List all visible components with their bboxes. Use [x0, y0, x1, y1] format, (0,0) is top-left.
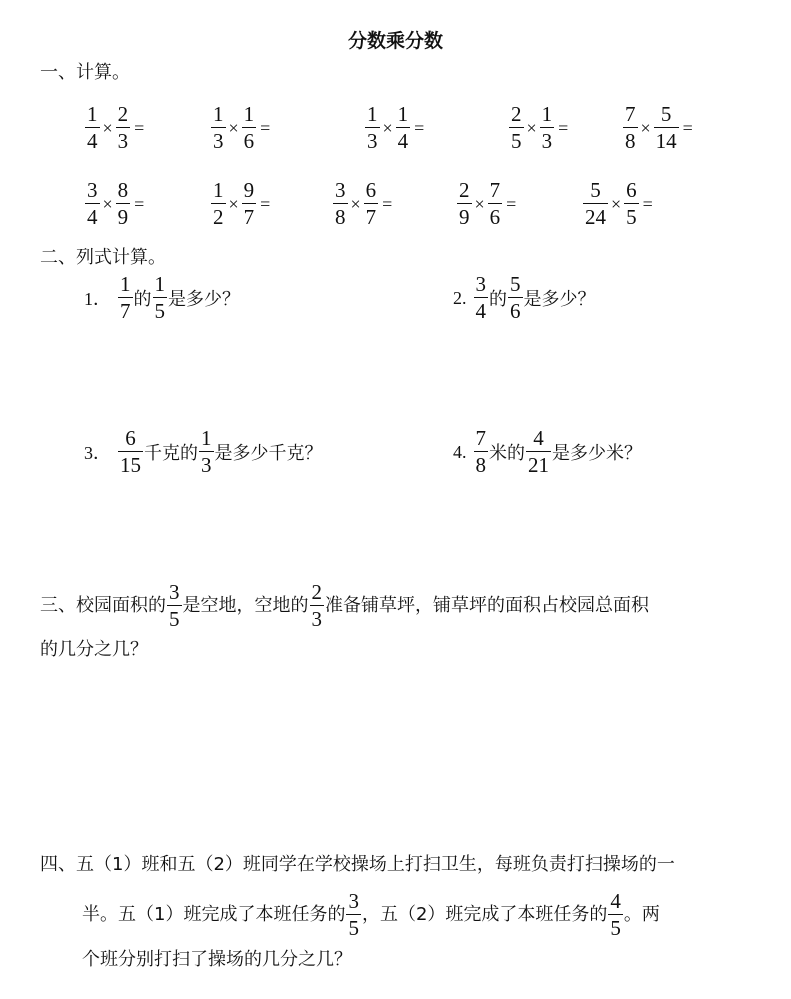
times-sign: ×: [228, 117, 239, 138]
equals-sign: =: [382, 193, 393, 214]
multiplication-expression: [84, 104, 144, 152]
fraction: $\frac{1}{3}$: [541, 102, 553, 153]
fraction: $\frac{9}{7}$: [243, 178, 255, 229]
fraction: $\frac{2}{9}$: [459, 178, 470, 229]
section4-text: ，五（2）班完成了本班任务的: [361, 904, 608, 925]
fraction: $\frac{7}{8}$: [625, 102, 636, 153]
section3-line-2: 的几分之几？: [40, 639, 148, 660]
times-sign: ×: [228, 193, 239, 214]
fraction: $\frac{3}{5}$: [169, 580, 180, 631]
fraction: $\frac{3}{4}$: [87, 178, 98, 229]
section4-text: 半。五（1）班完成了本班任务的: [82, 904, 346, 925]
question-1-text-mid: 的: [133, 289, 152, 310]
multiplication-expression: [332, 180, 392, 228]
section4-line-3: 个班分别打扫了操场的几分之几？: [82, 949, 352, 970]
section3-text: 准备铺草坪，铺草坪的面积占校园总面积: [325, 595, 649, 616]
page-title: 分数乘分数: [347, 30, 443, 52]
multiplication-expression: [508, 104, 568, 152]
fraction: $\frac{6}{7}$: [365, 178, 377, 229]
times-sign: ×: [102, 117, 113, 138]
fraction: $\frac{7}{8}$: [475, 426, 486, 477]
fraction: $\frac{2}{5}$: [511, 102, 522, 153]
section4-line-2: [82, 891, 660, 939]
times-sign: ×: [350, 193, 361, 214]
section3-line-1: [40, 582, 649, 630]
times-sign: ×: [526, 117, 537, 138]
question-2-text-tail: 是多少？: [523, 289, 596, 310]
equals-sign: =: [642, 193, 653, 214]
fraction: $\frac{1}{3}$: [201, 426, 212, 477]
fraction: $\frac{5}{14}$: [655, 102, 677, 153]
multiplication-expression: [364, 104, 424, 152]
times-sign: ×: [640, 117, 651, 138]
times-sign: ×: [611, 193, 622, 214]
section1-heading: 一、计算。: [40, 62, 130, 83]
multiplication-expression: [210, 104, 270, 152]
fraction: $\frac{1}{3}$: [367, 102, 378, 153]
fraction: $\frac{6}{15}$: [120, 426, 141, 477]
question-2: [453, 274, 596, 322]
equals-sign: =: [134, 193, 145, 214]
fraction: $\frac{3}{4}$: [475, 272, 486, 323]
question-3-number: 3．: [84, 443, 111, 463]
question-2-text-mid: 的: [489, 289, 507, 310]
times-sign: ×: [102, 193, 113, 214]
multiplication-expression: [582, 180, 653, 228]
equals-sign: =: [134, 117, 145, 138]
multiplication-expression: [84, 180, 144, 228]
fraction: $\frac{4}{5}$: [610, 889, 621, 940]
fraction: $\frac{1}{7}$: [120, 272, 131, 323]
fraction: $\frac{1}{3}$: [213, 102, 224, 153]
section4-text: 。两: [623, 904, 660, 925]
question-1-text-tail: 是多少？: [168, 289, 240, 310]
question-4: [453, 428, 642, 476]
equals-sign: =: [260, 193, 271, 214]
multiplication-expression: [622, 104, 693, 152]
equals-sign: =: [558, 117, 569, 138]
fraction: $\frac{8}{9}$: [117, 178, 129, 229]
fraction: $\frac{1}{4}$: [397, 102, 409, 153]
section3-text: 是空地，空地的: [182, 595, 309, 616]
fraction: $\frac{1}{6}$: [243, 102, 255, 153]
fraction: $\frac{3}{8}$: [335, 178, 346, 229]
question-3: [84, 428, 323, 476]
fraction: $\frac{5}{6}$: [510, 272, 521, 323]
question-3-text-mid: 千克的: [144, 443, 198, 464]
question-4-number: 4.: [453, 441, 467, 462]
times-sign: ×: [382, 117, 393, 138]
section3-text: 三、校园面积的: [40, 595, 166, 616]
times-sign: ×: [474, 193, 485, 214]
fraction: $\frac{1}{5}$: [154, 272, 165, 323]
fraction: $\frac{1}{2}$: [213, 178, 224, 229]
fraction: $\frac{3}{5}$: [348, 889, 359, 940]
section2-heading: 二、列式计算。: [40, 247, 166, 268]
fraction: $\frac{5}{24}$: [585, 178, 606, 229]
multiplication-expression: [210, 180, 270, 228]
equals-sign: =: [260, 117, 271, 138]
question-3-text-tail: 是多少千克？: [214, 443, 323, 464]
question-1-number: 1．: [84, 289, 111, 309]
fraction: $\frac{6}{5}$: [626, 178, 637, 229]
equals-sign: =: [414, 117, 425, 138]
fraction: $\frac{4}{21}$: [528, 426, 549, 477]
fraction: $\frac{2}{3}$: [117, 102, 129, 153]
fraction: $\frac{7}{6}$: [489, 178, 501, 229]
question-1: [84, 274, 240, 322]
equals-sign: =: [682, 117, 693, 138]
multiplication-expression: [456, 180, 516, 228]
section4-line-1: 四、五（1）班和五（2）班同学在学校操场上打扫卫生，每班负责打扫操场的一: [40, 854, 675, 875]
fraction: $\frac{1}{4}$: [87, 102, 98, 153]
fraction: $\frac{2}{3}$: [311, 580, 322, 631]
question-4-text-mid: 米的: [489, 443, 525, 464]
question-2-number: 2.: [453, 287, 467, 308]
equals-sign: =: [506, 193, 517, 214]
question-4-text-tail: 是多少米？: [552, 443, 642, 464]
